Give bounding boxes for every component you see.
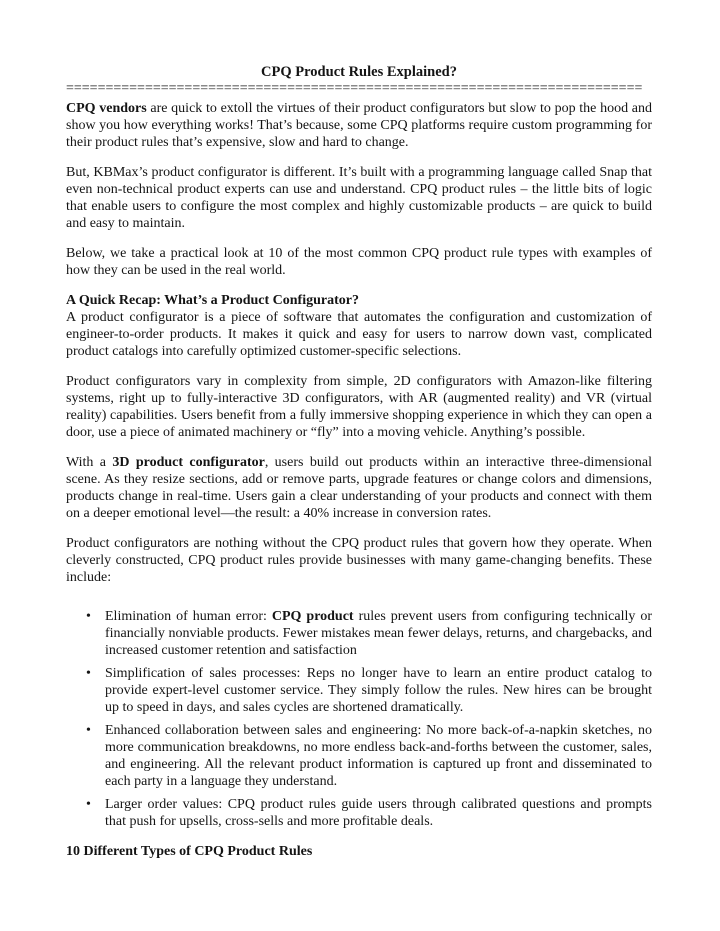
- paragraph-intro-3: Below, we take a practical look at 10 of the most common CPQ product rule types with examples of how they can be used in the real world.: [66, 246, 652, 278]
- benefit-3-rest: Enhanced collaboration between sales and engineering: No more back-of-a-napkin sketches, no more communication breakdowns, no more endless back-and-forths between the customer, sales, and engineering. All the relevant product information is captured up front and disseminated to each party in a language they understand.: [105, 723, 652, 789]
- bullet-icon: •: [86, 609, 91, 624]
- list-item: [66, 665, 652, 716]
- intro-bold-lead: CPQ vendors: [66, 101, 147, 116]
- benefits-list: [66, 608, 652, 830]
- benefit-1-rest: rules prevent users from configuring technically or financially nonviable products. Fewer mistakes mean fewer delays, returns, and chargebacks, and increased customer retention and satisfaction: [105, 609, 653, 658]
- title-separator: =========================================================================: [66, 81, 643, 96]
- recap-3-pre-text: With a: [66, 455, 113, 470]
- paragraph-recap-4: Product configurators are nothing without the CPQ product rules that govern how they operate. When cleverly constructed, CPQ product rules provide businesses with many game-changing benefits. These include:: [66, 536, 652, 585]
- recap-heading: A Quick Recap: What’s a Product Configurator?: [66, 293, 359, 308]
- benefit-item-3-text: [105, 722, 652, 790]
- intro-paragraph-1-text: are quick to extoll the virtues of their product configurators but slow to pop the hood and show you how everything works! That’s because, some CPQ platforms require custom programming for their product rules that’s expensive, slow and hard to change.: [66, 101, 652, 150]
- paragraph-intro-2: But, KBMax’s product configurator is different. It’s built with a programming language called Snap that even non-technical product experts can use and understand. CPQ product rules – the little bits of logic that enable users to configure the most complex and highly customizable products – are quick to build and easy to maintain.: [66, 165, 652, 231]
- document-title: CPQ Product Rules Explained?: [261, 64, 457, 80]
- benefit-4-rest: Larger order values: CPQ product rules guide users through calibrated questions and prompts that push for upsells, cross-sells and more profitable deals.: [105, 797, 652, 829]
- paragraph-recap-1: A product configurator is a piece of software that automates the configuration and customization of engineer-to-order products. It makes it quick and easy for users to narrow down vast, complicated product catalogs into carefully optimized customer-specific selections.: [66, 310, 652, 359]
- document-content: [66, 64, 652, 860]
- benefit-item-1-text: [105, 608, 652, 659]
- paragraph-intro-1: [66, 100, 652, 151]
- list-item: [66, 608, 652, 659]
- paragraph-recap-2: Product configurators vary in complexity from simple, 2D configurators with Amazon-like filtering systems, right up to fully-interactive 3D configurators, with AR (augmented reality) and VR (virtual reality) capabilities. Users benefit from a fully immersive shopping experience in which they can open a door, use a piece of animated machinery or “fly” into a moving vehicle. Anything’s possible.: [66, 374, 652, 440]
- benefit-item-2-text: [105, 665, 652, 716]
- paragraph-recap-3: [66, 454, 652, 522]
- bullet-icon: •: [86, 797, 91, 812]
- benefit-1-bold: CPQ product: [271, 609, 354, 624]
- list-item: [66, 722, 652, 790]
- bullet-icon: •: [86, 666, 91, 681]
- benefit-item-4-text: [105, 796, 652, 830]
- closing-heading: 10 Different Types of CPQ Product Rules: [66, 844, 313, 859]
- benefit-1-pre: Elimination of human error:: [105, 609, 272, 624]
- bullet-icon: •: [86, 723, 91, 738]
- recap-3-bold-text: 3D product configurator: [112, 455, 265, 470]
- list-item: [66, 796, 652, 830]
- benefit-2-rest: Simplification of sales processes: Reps no longer have to learn an entire product catalog to provide expert-level customer service. They simply follow the rules. New hires can be brought up to speed in days, and sales cycles are shortened dramatically.: [105, 666, 652, 715]
- recap-3-rest-text: , users build out products within an interactive three-dimensional scene. As they resize sections, add or remove parts, upgrade features or change colors and dimensions, products change in real-time. Users gain a clear understanding of your products and connect with them on a deeper emotional level—the result: a 40% increase in conversion rates.: [66, 455, 652, 521]
